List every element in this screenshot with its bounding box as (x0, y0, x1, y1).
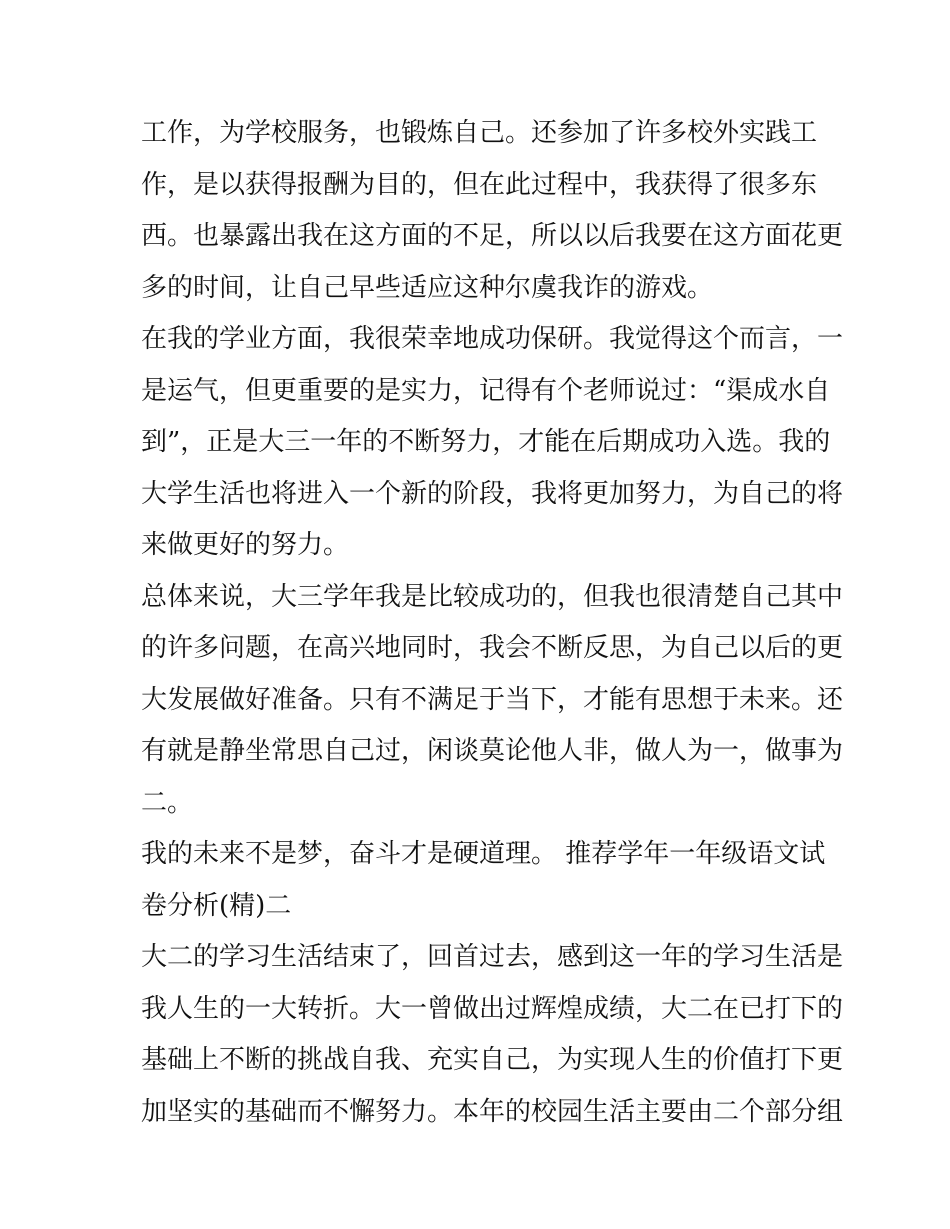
text-line-10: 总体来说，大三学年我是比较成功的，但我也很清楚自己其中 (141, 581, 844, 612)
text-line-1: 工作，为学校服务，也锻炼自己。还参加了许多校外实践工 (141, 118, 818, 148)
text-line-15: 我的未来不是梦，奋斗才是硬道理。 推荐学年一年级语文试 (141, 839, 826, 869)
text-line-19: 基础上不断的挑战自我、充实自己，为实现人生的价值打下更 (141, 1045, 844, 1075)
text-line-12: 大发展做好准备。只有不满足于当下，才能有思想于未来。还 (141, 684, 844, 715)
text-line-5: 在我的学业方面，我很荣幸地成功保研。我觉得这个而言，一 (141, 324, 844, 354)
text-line-13: 有就是静坐常思自己过，闲谈莫论他人非，做人为一，做事为 (141, 736, 844, 766)
text-line-7: 到”，正是大三一年的不断努力，才能在后期成功入选。我的 (141, 427, 831, 457)
text-line-6: 是运气，但更重要的是实力，记得有个老师说过：“渠成水自 (141, 375, 831, 406)
document-body (141, 108, 844, 1138)
text-line-20: 加坚实的基础而不懈努力。本年的校园生活主要由二个部分组 (141, 1096, 844, 1127)
text-line-8: 大学生活也将进入一个新的阶段，我将更加努力，为自己的将 (141, 478, 844, 509)
text-line-17: 大二的学习生活结束了，回首过去，感到这一年的学习生活是 (141, 942, 844, 972)
text-line-9: 来做更好的努力。 (141, 530, 350, 560)
text-line-14: 二。 (141, 787, 194, 818)
text-line-16: 卷分析(精)二 (141, 890, 292, 921)
text-line-2: 作，是以获得报酬为目的，但在此过程中，我获得了很多东 (141, 169, 818, 200)
text-line-3: 西。也暴露出我在这方面的不足，所以以后我要在这方面花更 (141, 221, 844, 251)
text-line-11: 的许多问题，在高兴地同时，我会不断反思，为自己以后的更 (141, 633, 844, 663)
text-line-4: 多的时间，让自己早些适应这种尔虞我诈的游戏。 (141, 272, 714, 303)
text-line-18: 我人生的一大转折。大一曾做出过辉煌成绩，大二在已打下的 (141, 993, 844, 1024)
